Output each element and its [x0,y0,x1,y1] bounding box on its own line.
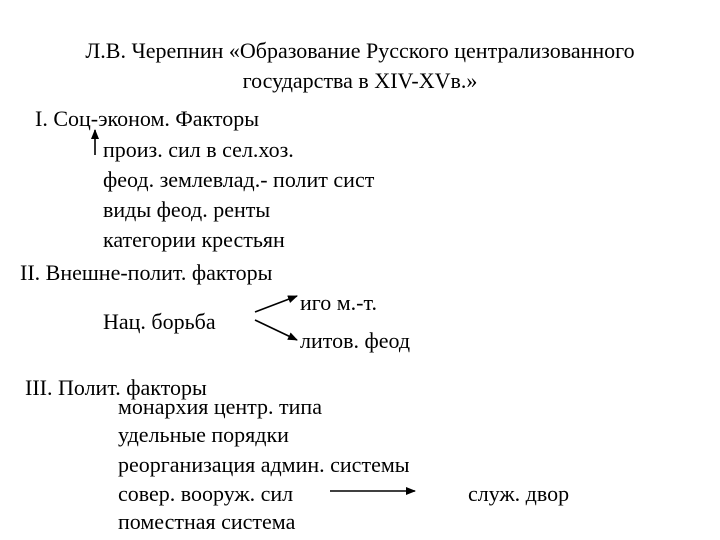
section2-target-top: иго м.-т. [300,290,377,315]
section2-target-bottom: литов. феод [300,328,411,353]
title-line-2: государства в XIV-XVв.» [242,68,478,93]
section3-heading: III. Полит. факторы [25,375,207,400]
section3-arrow-target: служ. двор [468,481,570,506]
section3-item: поместная система [118,509,296,534]
section1-item: произ. сил в сел.хоз. [103,137,294,162]
section1-heading: I. Соц-эконом. Факторы [35,106,260,131]
section3-item: монархия центр. типа [118,394,322,419]
section2-arrow-up-icon [255,296,297,312]
section2-heading: II. Внешне-полит. факторы [20,260,273,285]
section3-item: совер. вооруж. сил [118,481,294,506]
section3-item: реорганизация админ. системы [118,452,410,477]
section1-item: феод. землевлад.- полит сист [103,167,375,192]
section1-item: виды феод. ренты [103,197,271,222]
section1-item: категории крестьян [103,227,285,252]
title-line-1: Л.В. Черепнин «Образование Русского централизованного [85,38,635,63]
section2-arrow-down-icon [255,320,297,340]
section3-item: удельные порядки [118,422,289,447]
section2-source: Нац. борьба [103,309,216,334]
